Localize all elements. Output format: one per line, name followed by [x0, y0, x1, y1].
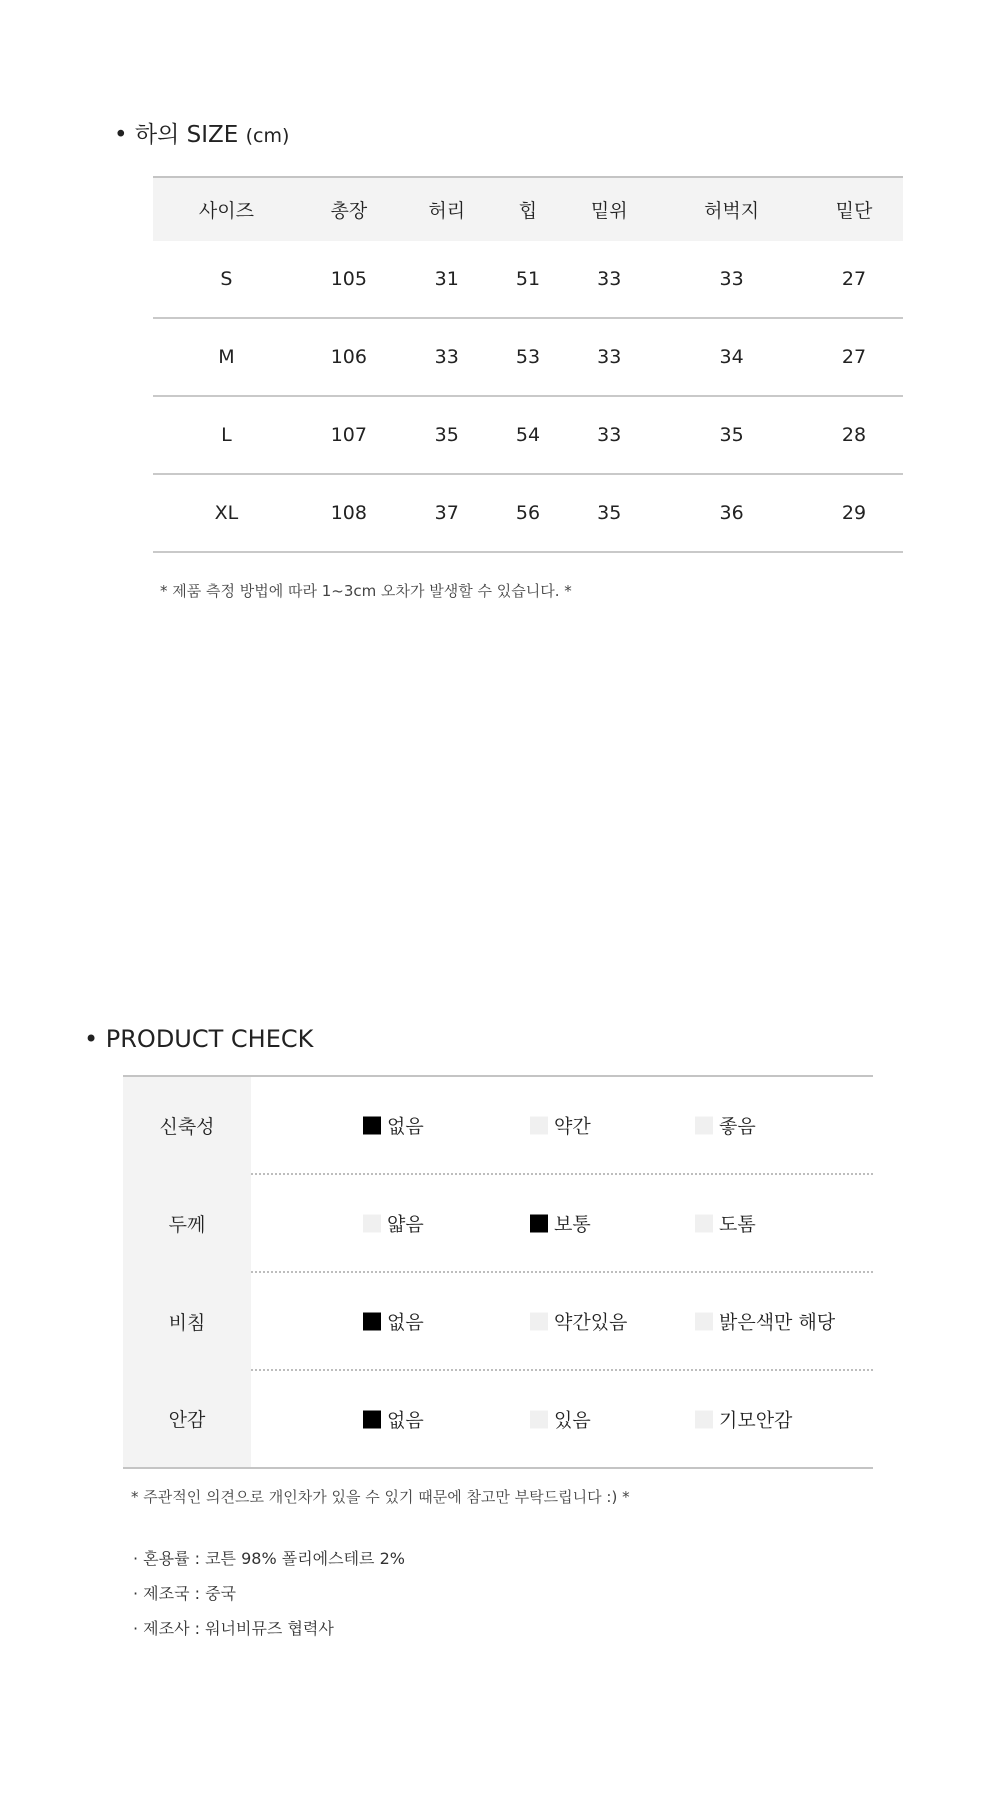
table-cell: 108 [300, 474, 398, 552]
checked-box-icon [363, 1410, 381, 1428]
check-option-label: 약간 [554, 1115, 591, 1138]
unchecked-box-icon [363, 1214, 381, 1232]
check-options [251, 1076, 873, 1174]
unchecked-box-icon [530, 1312, 548, 1330]
check-option-group [251, 1371, 873, 1467]
size-title-text: • 하의 SIZE [114, 122, 246, 148]
product-check-title: • PRODUCT CHECK [84, 1025, 314, 1053]
check-row-sheerness [123, 1272, 873, 1370]
table-cell: 105 [300, 241, 398, 318]
check-option [363, 1308, 424, 1335]
check-option-label: 밝은색만 해당 [719, 1311, 836, 1334]
table-cell: 35 [560, 474, 658, 552]
check-category-label: 두께 [123, 1174, 251, 1272]
header-cell-thigh: 허벅지 [658, 177, 805, 241]
check-option-group [251, 1077, 873, 1173]
list-item: · 제조사 : 워너비뮤즈 협력사 [133, 1619, 334, 1638]
size-section-title [114, 116, 289, 149]
table-cell: 35 [658, 396, 805, 474]
table-cell: 56 [496, 474, 561, 552]
checked-box-icon [363, 1312, 381, 1330]
check-option [363, 1112, 424, 1139]
check-option-label: 약간있음 [554, 1311, 628, 1334]
check-options [251, 1370, 873, 1468]
table-cell: 37 [398, 474, 496, 552]
table-cell: 33 [658, 241, 805, 318]
check-option-label: 없음 [387, 1311, 424, 1334]
table-cell: S [153, 241, 300, 318]
table-cell: 54 [496, 396, 561, 474]
table-cell: 51 [496, 241, 561, 318]
list-item: · 제조국 : 중국 [133, 1584, 237, 1603]
unchecked-box-icon [530, 1410, 548, 1428]
unchecked-box-icon [695, 1312, 713, 1330]
check-option [363, 1210, 424, 1237]
check-option-label: 있음 [554, 1409, 591, 1432]
size-title-unit: (cm) [245, 125, 290, 147]
check-option [530, 1112, 591, 1139]
check-option [530, 1406, 591, 1433]
product-check-note: * 주관적인 의견으로 개인차가 있을 수 있기 때문에 참고만 부탁드립니다 :) * [131, 1488, 630, 1506]
check-option [695, 1210, 756, 1237]
size-table [153, 176, 903, 553]
unchecked-box-icon [695, 1116, 713, 1134]
check-option-label: 없음 [387, 1115, 424, 1138]
header-cell-waist: 허리 [398, 177, 496, 241]
list-item: · 혼용률 : 코튼 98% 폴리에스테르 2% [133, 1549, 405, 1568]
size-table-header-row [153, 177, 903, 241]
product-info-list [133, 1549, 405, 1654]
check-options [251, 1272, 873, 1370]
table-cell: 28 [805, 396, 903, 474]
check-option-group [251, 1273, 873, 1369]
table-row [153, 318, 903, 396]
size-measure-note: * 제품 측정 방법에 따라 1~3cm 오차가 발생할 수 있습니다. * [160, 582, 572, 600]
unchecked-box-icon [695, 1214, 713, 1232]
table-cell: 107 [300, 396, 398, 474]
table-cell: 33 [560, 241, 658, 318]
header-cell-hip: 힙 [496, 177, 561, 241]
check-category-label: 비침 [123, 1272, 251, 1370]
table-cell: L [153, 396, 300, 474]
header-cell-size: 사이즈 [153, 177, 300, 241]
check-option-label: 기모안감 [719, 1409, 793, 1432]
header-cell-total-length: 총장 [300, 177, 398, 241]
check-category-label: 신축성 [123, 1076, 251, 1174]
check-option-label: 보통 [554, 1213, 591, 1236]
check-option [530, 1210, 591, 1237]
check-row-stretch [123, 1076, 873, 1174]
check-option [530, 1308, 627, 1335]
unchecked-box-icon [695, 1410, 713, 1428]
table-cell: 35 [398, 396, 496, 474]
check-option-label: 얇음 [387, 1213, 424, 1236]
table-cell: 27 [805, 241, 903, 318]
header-cell-hem: 밑단 [805, 177, 903, 241]
check-option [695, 1308, 835, 1335]
table-row [153, 474, 903, 552]
table-cell: 34 [658, 318, 805, 396]
table-cell: 29 [805, 474, 903, 552]
unchecked-box-icon [530, 1116, 548, 1134]
check-option-group [251, 1175, 873, 1271]
table-row [153, 396, 903, 474]
table-cell: 33 [560, 396, 658, 474]
check-option-label: 없음 [387, 1409, 424, 1432]
table-row [153, 241, 903, 318]
check-row-lining [123, 1370, 873, 1468]
checked-box-icon [363, 1116, 381, 1134]
check-category-label: 안감 [123, 1370, 251, 1468]
table-cell: XL [153, 474, 300, 552]
check-option [363, 1406, 424, 1433]
checked-box-icon [530, 1214, 548, 1232]
table-cell: 31 [398, 241, 496, 318]
check-option-label: 도톰 [719, 1213, 756, 1236]
check-row-thickness [123, 1174, 873, 1272]
table-cell: 33 [560, 318, 658, 396]
check-option-label: 좋음 [719, 1115, 756, 1138]
product-check-table [123, 1075, 873, 1469]
table-cell: 106 [300, 318, 398, 396]
check-option [695, 1112, 756, 1139]
table-cell: 36 [658, 474, 805, 552]
header-cell-rise: 밑위 [560, 177, 658, 241]
table-cell: M [153, 318, 300, 396]
check-option [695, 1406, 792, 1433]
table-cell: 53 [496, 318, 561, 396]
table-cell: 27 [805, 318, 903, 396]
table-cell: 33 [398, 318, 496, 396]
check-options [251, 1174, 873, 1272]
